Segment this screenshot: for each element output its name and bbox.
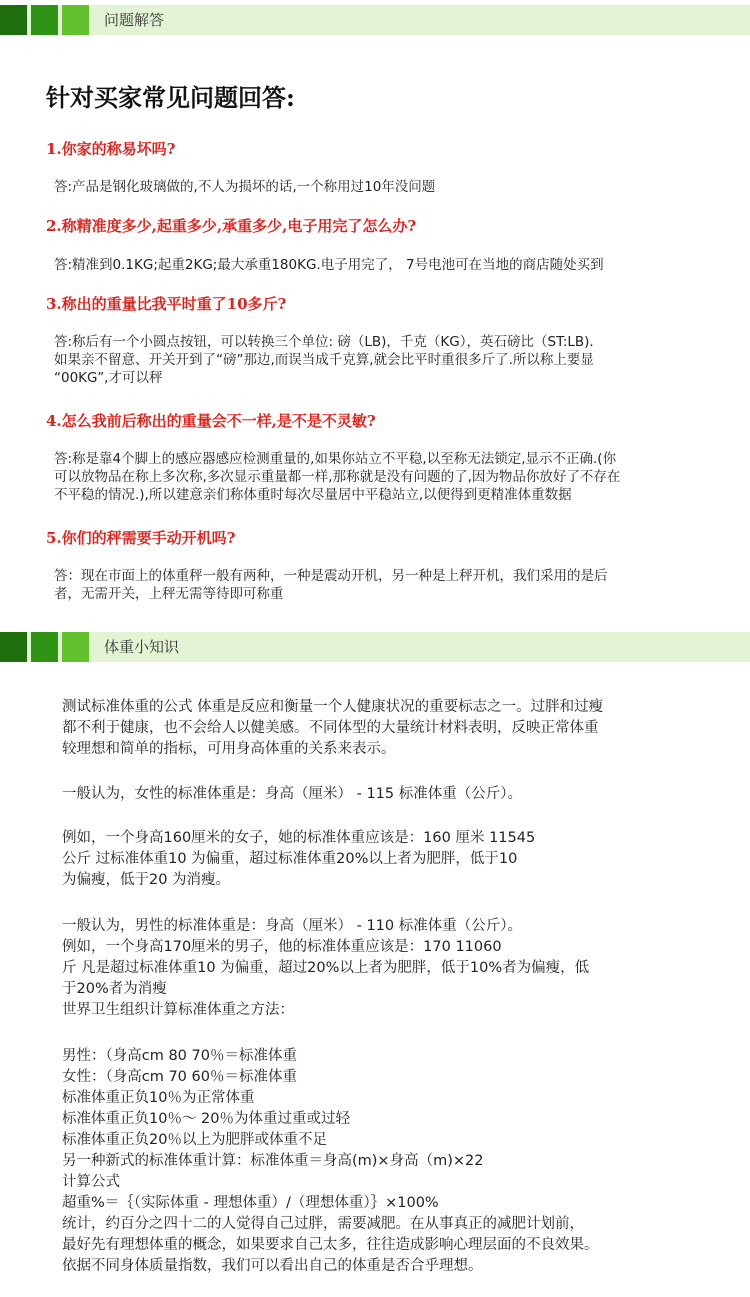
answer-1: 答:产品是钢化玻璃做的,不人为损坏的话,一个称用过10年没问题: [54, 179, 436, 195]
knowledge-paragraph-3: 例如，一个身高160厘米的女子，她的标准体重应该是：160 厘米 11545 公斤 过标准体重10 为偏重，超过标准体重20%以上者为肥胖，低于10 为偏瘦，低于20 为消瘦。: [62, 830, 536, 888]
section-header-faq: [0, 5, 750, 35]
question-2: 2.称精准度多少,起重多少,承重多少,电子用完了怎么办?: [46, 217, 417, 235]
faq-heading: 针对买家常见问题回答:: [46, 83, 295, 112]
header-block-light: [62, 5, 89, 35]
question-5: 5.你们的秤需要手动开机吗?: [46, 529, 236, 547]
header-block-mid: [31, 632, 58, 662]
question-3: 3.称出的重量比我平时重了10多斤?: [46, 295, 287, 313]
question-1: 1.你家的称易坏吗?: [46, 140, 176, 158]
answer-2: 答:精准到0.1KG;起重2KG;最大承重180KG.电子用完了， 7号电池可在当地的商店随处买到: [54, 257, 604, 273]
answer-3: 答:称后有一个小圆点按钮，可以转换三个单位: 磅（LB)，千克（KG），英石磅比（ST:LB). 如果亲不留意、开关开到了“磅”那边,而误当成千克算,就会比平时重很多斤了.所以称上要显 “00KG”,才可以秤: [54, 334, 594, 386]
header-block-dark: [0, 5, 27, 35]
header-block-dark: [0, 632, 27, 662]
knowledge-paragraph-5: 男性：（身高cm 80 70％＝标准体重 女性：（身高cm 70 60％＝标准体重 标准体重正负10％为正常体重 标准体重正负10％～ 20％为体重过重或过轻 标准体重正负20％以上为肥胖或体重不足 另一种新式的标准体重计算：标准体重＝身高(m)×身高（m)×22 计算公式 超重%＝｛（实际体重 - 理想体重）/（理想体重）｝×100% 统计，约百分之四十二的人觉得自己过胖，需要减肥。在从事真正的减肥计划前， 最好先有理想体重的概念，如果要求自己太多，往往造成影响心理层面的不良效果。 依据不同身体质量指数，我们可以看出自己的体重是否合乎理想。: [62, 1048, 599, 1274]
header-block-light: [62, 632, 89, 662]
header-block-mid: [31, 5, 58, 35]
section-title: 体重小知识: [104, 638, 180, 656]
answer-4: 答:称是靠4个脚上的感应器感应检测重量的,如果你站立不平稳,以至称无法锁定,显示不正确.(你 可以放物品在称上多次称,多次显示重量都一样,那称就是没有问题的了,因为物品你放好了不存在 不平稳的情况.),所以建意亲们称体重时每次尽量居中平稳站立,以便得到更精准体重数据: [54, 451, 621, 503]
section-header-knowledge: [0, 632, 750, 662]
question-4: 4.怎么我前后称出的重量会不一样,是不是不灵敏?: [46, 412, 376, 430]
knowledge-paragraph-1: 测试标准体重的公式 体重是反应和衡量一个人健康状况的重要标志之一。过胖和过瘦 都不利于健康，也不会给人以健美感。不同体型的大量统计材料表明，反映正常体重 较理想和简单的指标，可用身高体重的关系来表示。: [62, 699, 604, 757]
section-title: 问题解答: [104, 11, 165, 29]
answer-5: 答：现在市面上的体重秤一般有两种，一种是震动开机，另一种是上秤开机，我们采用的是后 者，无需开关，上秤无需等待即可称重: [54, 568, 608, 602]
knowledge-paragraph-2: 一般认为，女性的标准体重是：身高（厘米） - 115 标准体重（公斤）。: [62, 786, 522, 802]
knowledge-paragraph-4: 一般认为，男性的标准体重是：身高（厘米） - 110 标准体重（公斤）。 例如，一个身高170厘米的男子，他的标准体重应该是：170 11060 斤 凡是超过标准体重10 为偏重，超过20%以上者为肥胖，低于10%者为偏瘦，低 于20%者为消瘦 世界卫生组织计算标准体重之方法：: [62, 918, 590, 1018]
